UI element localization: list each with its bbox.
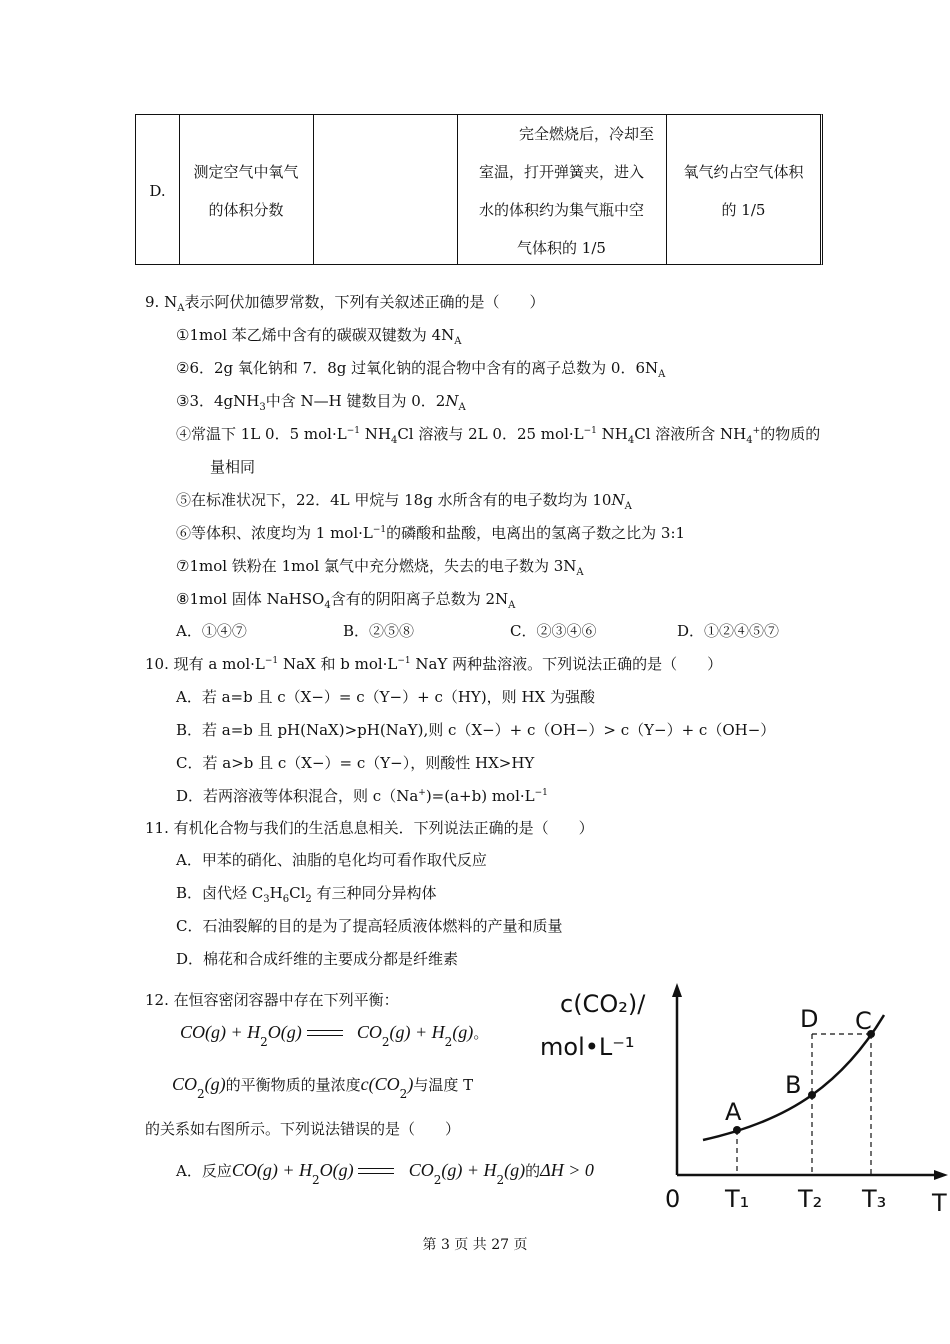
q9-option-a: A．①④⑦ [176, 622, 247, 640]
subscript: 2 [433, 1173, 442, 1187]
subscript: 2 [260, 1035, 268, 1049]
x-axis-arrow-icon [934, 1170, 948, 1180]
x-tick-label: T₂ [798, 1185, 823, 1213]
data-point [808, 1091, 816, 1099]
q10-option-c: C．若 a>b 且 c（X−）= c（Y−），则酸性 HX>HY [176, 754, 535, 772]
q9-statement-5 [176, 489, 632, 512]
formula: CO [172, 1074, 198, 1094]
text: A．反应 [176, 1162, 232, 1180]
subscript: 2 [381, 1035, 390, 1049]
formula: O(g) [319, 1160, 354, 1180]
x-tick-label: T₁ [725, 1185, 750, 1213]
phenomenon-line: 水的体积约为集气瓶中空 [478, 201, 644, 219]
formula: (g) + H [441, 1160, 497, 1180]
text: NaY 两种盐溶液。下列说法正确的是（ ） [410, 655, 723, 673]
subscript: A [454, 336, 462, 347]
equilibrium-arrow-icon [358, 1167, 394, 1177]
text: ⑧1mol 固体 NaHSO [176, 590, 325, 608]
text: 的 [525, 1162, 541, 1180]
text: Cl 溶液所含 NH [634, 425, 747, 443]
page-footer: 第 3 页 共 27 页 [422, 1237, 528, 1253]
subscript: A [658, 369, 666, 380]
purpose-line: 的体积分数 [208, 201, 284, 219]
q9-statement-1 [176, 324, 461, 347]
subscript: 4 [746, 435, 753, 446]
q9-option-d: D．①②④⑤⑦ [677, 622, 780, 640]
data-point [733, 1126, 741, 1134]
q9-statement-4-cont: 量相同 [210, 458, 256, 476]
q12-line3: 的关系如右图所示。下列说法错误的是（ ） [145, 1120, 461, 1138]
formula: CO(g) + H [180, 1022, 261, 1042]
subscript: 4 [627, 435, 635, 446]
q9-option-c: C．②③④⑥ [510, 622, 597, 640]
q12-equation [180, 1022, 488, 1049]
text: Cl [289, 884, 306, 902]
formula: CO(g) + H [231, 1160, 312, 1180]
text: ⑤在标准状况下，22．4L 甲烷与 18g 水所含有的电子数均为 10 [176, 491, 612, 509]
subscript: A [177, 303, 185, 314]
subscript: 2 [496, 1173, 505, 1187]
formula: c(CO [360, 1074, 400, 1094]
q11-option-a: A．甲苯的硝化、油脂的皂化均可看作取代反应 [176, 851, 487, 869]
x-axis-label: T [932, 1189, 947, 1215]
q9-statement-8 [176, 588, 515, 611]
text: 中含 N—H 键数目为 0．2 [265, 392, 446, 410]
text: N [611, 491, 625, 509]
point-label-c: C [855, 1007, 872, 1035]
formula: (g) + H [389, 1022, 445, 1042]
text: B．卤代烃 C [176, 884, 264, 902]
q10-option-b: B．若 a=b 且 pH(NaX)>pH(NaY),则 c（X−）+ c（OH−）> c（Y−）+ c（OH−） [176, 721, 776, 739]
subscript: A [458, 402, 466, 413]
phenomenon-line: 室温，打开弹簧夹，进入 [478, 163, 644, 181]
text: D．若两溶液等体积混合，则 c（Na [176, 787, 419, 805]
y-axis-label: c(CO₂)/ [560, 990, 646, 1018]
text: 的平衡物质的量浓度 [225, 1076, 361, 1094]
q9-statement-4 [176, 423, 820, 446]
text: 有三种同分异构体 [311, 884, 437, 902]
text: 。 [473, 1024, 489, 1042]
q12-stem: 12. 在恒容密闭容器中存在下列平衡： [145, 991, 399, 1009]
text: NaX 和 b mol·L [278, 655, 398, 673]
q12-line2 [172, 1074, 473, 1101]
q9-statement-3 [176, 390, 466, 413]
superscript: −1 [397, 656, 411, 666]
q9-statement-7 [176, 555, 584, 578]
formula: ) [407, 1074, 414, 1094]
subscript: 4 [324, 600, 331, 611]
point-label-d: D [800, 1005, 819, 1033]
text: NH [359, 425, 391, 443]
q11-option-b [176, 882, 437, 905]
q10-option-d [176, 785, 548, 806]
row-label: D. [149, 182, 166, 200]
superscript: −1 [534, 788, 548, 798]
table-divider [313, 115, 314, 264]
formula: CO [356, 1022, 382, 1042]
text: ⑦1mol 铁粉在 1mol 氯气中充分燃烧，失去的电子数为 3N [176, 557, 577, 575]
subscript: 4 [390, 435, 398, 446]
superscript: + [418, 788, 426, 798]
q11-option-c: C．石油裂解的目的是为了提高轻质液体燃料的产量和质量 [176, 917, 563, 935]
purpose-line: 测定空气中氧气 [193, 163, 299, 181]
subscript: 2 [399, 1087, 408, 1101]
subscript: 2 [444, 1035, 453, 1049]
q11-stem: 11. 有机化合物与我们的生活息息相关．下列说法正确的是（ ） [145, 819, 594, 837]
superscript: −1 [583, 426, 597, 436]
superscript: −1 [372, 525, 387, 535]
subscript: 2 [197, 1087, 205, 1101]
text: 表示阿伏加德罗常数，下列有关叙述正确的是（ ） [184, 293, 545, 311]
subscript: 3 [259, 402, 266, 413]
text: H [269, 884, 283, 902]
formula: ΔH > 0 [540, 1160, 594, 1180]
conclusion-line: 的 1/5 [721, 201, 766, 219]
text: ①1mol 苯乙烯中含有的碳碳双键数为 4N [176, 326, 455, 344]
q9-statement-2 [176, 357, 665, 380]
text: NH [596, 425, 628, 443]
subscript: 2 [305, 894, 312, 905]
q10-option-a: A．若 a=b 且 c（X−）= c（Y−）+ c（HY)，则 HX 为强酸 [176, 688, 595, 706]
q10-stem [145, 653, 722, 674]
point-label-a: A [725, 1098, 742, 1126]
subscript: 2 [311, 1173, 320, 1187]
subscript: A [508, 600, 516, 611]
text: ④常温下 1L 0．5 mol·L [176, 425, 347, 443]
point-label-b: B [785, 1071, 802, 1099]
text: ⑥等体积、浓度均为 1 mol·L [176, 524, 373, 542]
text: 与温度 T [413, 1076, 474, 1094]
text: 的物质的 [760, 425, 821, 443]
y-axis-arrow-icon [672, 983, 682, 997]
text: 10. 现有 a mol·L [145, 655, 265, 673]
equilibrium-arrow-icon [307, 1029, 343, 1039]
formula: (g) [504, 1160, 526, 1180]
origin-label: 0 [665, 1185, 681, 1213]
subscript: A [624, 501, 632, 512]
subscript: 3 [263, 894, 270, 905]
superscript: −1 [346, 426, 360, 436]
co2-temperature-chart [530, 975, 950, 1215]
q9-option-b: B．②⑤⑧ [343, 622, 415, 640]
formula: (g) [452, 1022, 474, 1042]
text: 的磷酸和盐酸，电离出的氢离子数之比为 3:1 [386, 524, 686, 542]
experiment-table [135, 114, 823, 265]
text: )=(a+b) mol·L [425, 787, 535, 805]
formula: CO [408, 1160, 434, 1180]
text: Cl 溶液与 2L 0．25 mol·L [397, 425, 584, 443]
q9-statement-6 [176, 522, 685, 543]
x-tick-label: T₃ [862, 1185, 887, 1213]
superscript: + [752, 426, 761, 436]
q11-option-d: D．棉花和合成纤维的主要成分都是纤维素 [176, 950, 459, 968]
conclusion-line: 氧气约占空气体积 [683, 163, 804, 181]
text: ②6．2g 氧化钠和 7．8g 过氧化钠的混合物中含有的离子总数为 0．6N [176, 359, 659, 377]
text: 9. N [145, 293, 178, 311]
formula: (g) [204, 1074, 226, 1094]
phenomenon-line: 完全燃烧后，冷却至 [518, 125, 654, 143]
text: N [445, 392, 459, 410]
subscript: 6 [282, 894, 290, 905]
text: 含有的阴阳离子总数为 2N [330, 590, 509, 608]
phenomenon-line: 气体积的 1/5 [517, 239, 606, 257]
subscript: A [576, 567, 584, 578]
formula: O(g) [267, 1022, 302, 1042]
y-axis-label: mol•L⁻¹ [540, 1033, 635, 1061]
superscript: −1 [264, 656, 279, 666]
q9-stem [145, 291, 544, 314]
text: ③3．4gNH [176, 392, 260, 410]
